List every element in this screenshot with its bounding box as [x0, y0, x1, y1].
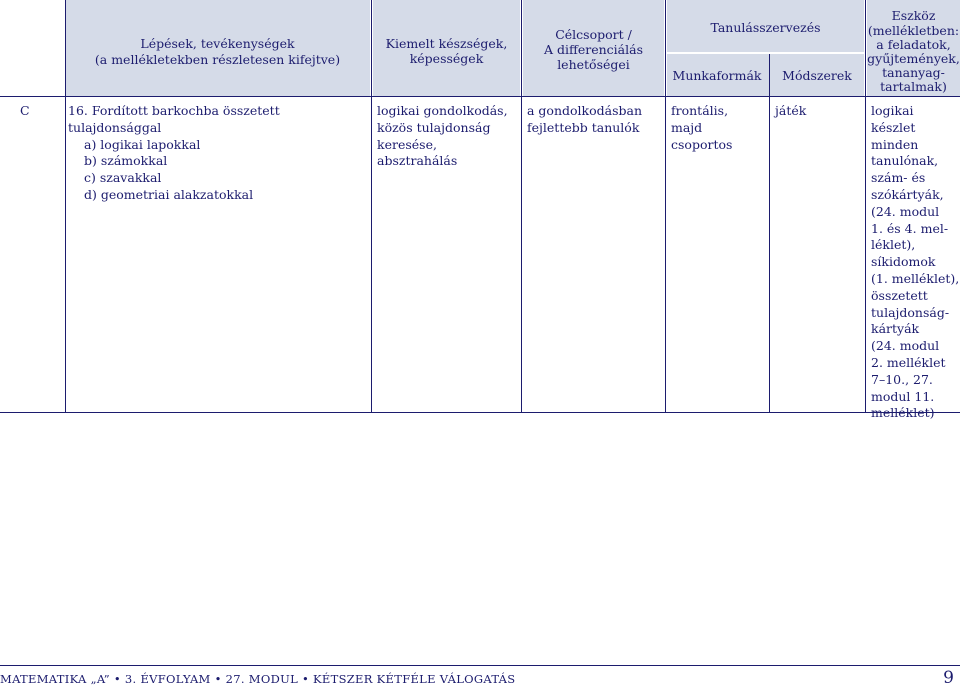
- header-target-line3: lehetőségei: [557, 57, 630, 72]
- step-item-a: a) logikai lapokkal: [84, 136, 201, 152]
- header-steps-title: Lépések, tevékenységek: [140, 36, 295, 51]
- step-item-d: d) geometriai alakzatokkal: [84, 186, 254, 202]
- page-number: 9: [943, 668, 954, 688]
- header-steps-subtitle: (a mellékletekben részletesen kifejtve): [94, 52, 341, 67]
- header-target-line1: Célcsoport /: [555, 27, 632, 42]
- col-divider: [665, 0, 666, 412]
- header-tools-title: Eszköz: [891, 8, 936, 23]
- row-tools: logikai készlet minden tanulónak, szám- és szókártyák, (24. modul 1. és 4. mel- léklet), síkidomok (1. melléklet), összetett tulajdonság- kártyák (24. modul 2. melléklet 7–10., 27. modul 11. melléklet): [871, 103, 960, 421]
- header-tools-sub2: a feladatok,: [876, 37, 951, 52]
- col-divider: [65, 0, 66, 412]
- row-section-letter: C: [20, 103, 30, 118]
- col-divider: [521, 0, 522, 412]
- header-bottom-line: [0, 96, 960, 97]
- header-steps: [65, 0, 370, 96]
- header-tools-sub4: tananyag-: [882, 65, 945, 80]
- row-methods: játék: [775, 103, 807, 118]
- organization-sub-line: [667, 52, 864, 54]
- footer-rule: [0, 665, 960, 666]
- row-steps: [68, 103, 368, 204]
- header-tools: [867, 0, 960, 96]
- col-divider: [865, 0, 866, 412]
- row-work-forms: frontális, majd csoportos: [671, 103, 733, 152]
- header-tools-sub5: tartalmak): [880, 79, 947, 94]
- step-item-b: b) számokkal: [84, 153, 168, 169]
- header-work-forms: Munkaformák: [672, 68, 762, 83]
- header-skills-line1: Kiemelt készségek,: [385, 36, 508, 51]
- row-skills: logikai gondolkodás, közös tulajdonság keresése, absztrahálás: [377, 103, 508, 169]
- row-target: a gondolkodásban fejlettebb tanulók: [527, 103, 643, 135]
- step-title: 16. Fordított barkochba összetett tulajdonsággal: [68, 103, 280, 135]
- header-skills: [373, 0, 520, 96]
- header-tools-sub1: (mellékletben:: [867, 23, 960, 38]
- header-methods: Módszerek: [782, 68, 852, 83]
- header-target: [523, 0, 664, 96]
- col-divider: [371, 0, 372, 412]
- table-bottom-line: [0, 412, 960, 413]
- step-item-c: c) szavakkal: [84, 170, 162, 186]
- header-organization-title: Tanulásszervezés: [710, 20, 821, 35]
- footer-text: MATEMATIKA „A” • 3. ÉVFOLYAM • 27. MODUL • KÉTSZER KÉTFÉLE VÁLOGATÁS: [0, 672, 516, 686]
- header-organization: [667, 0, 864, 96]
- header-target-line2: A differenciálás: [543, 42, 644, 57]
- header-tools-sub3: gyűjtemények,: [867, 51, 960, 66]
- header-skills-line2: képességek: [409, 51, 484, 66]
- col-divider: [769, 52, 770, 412]
